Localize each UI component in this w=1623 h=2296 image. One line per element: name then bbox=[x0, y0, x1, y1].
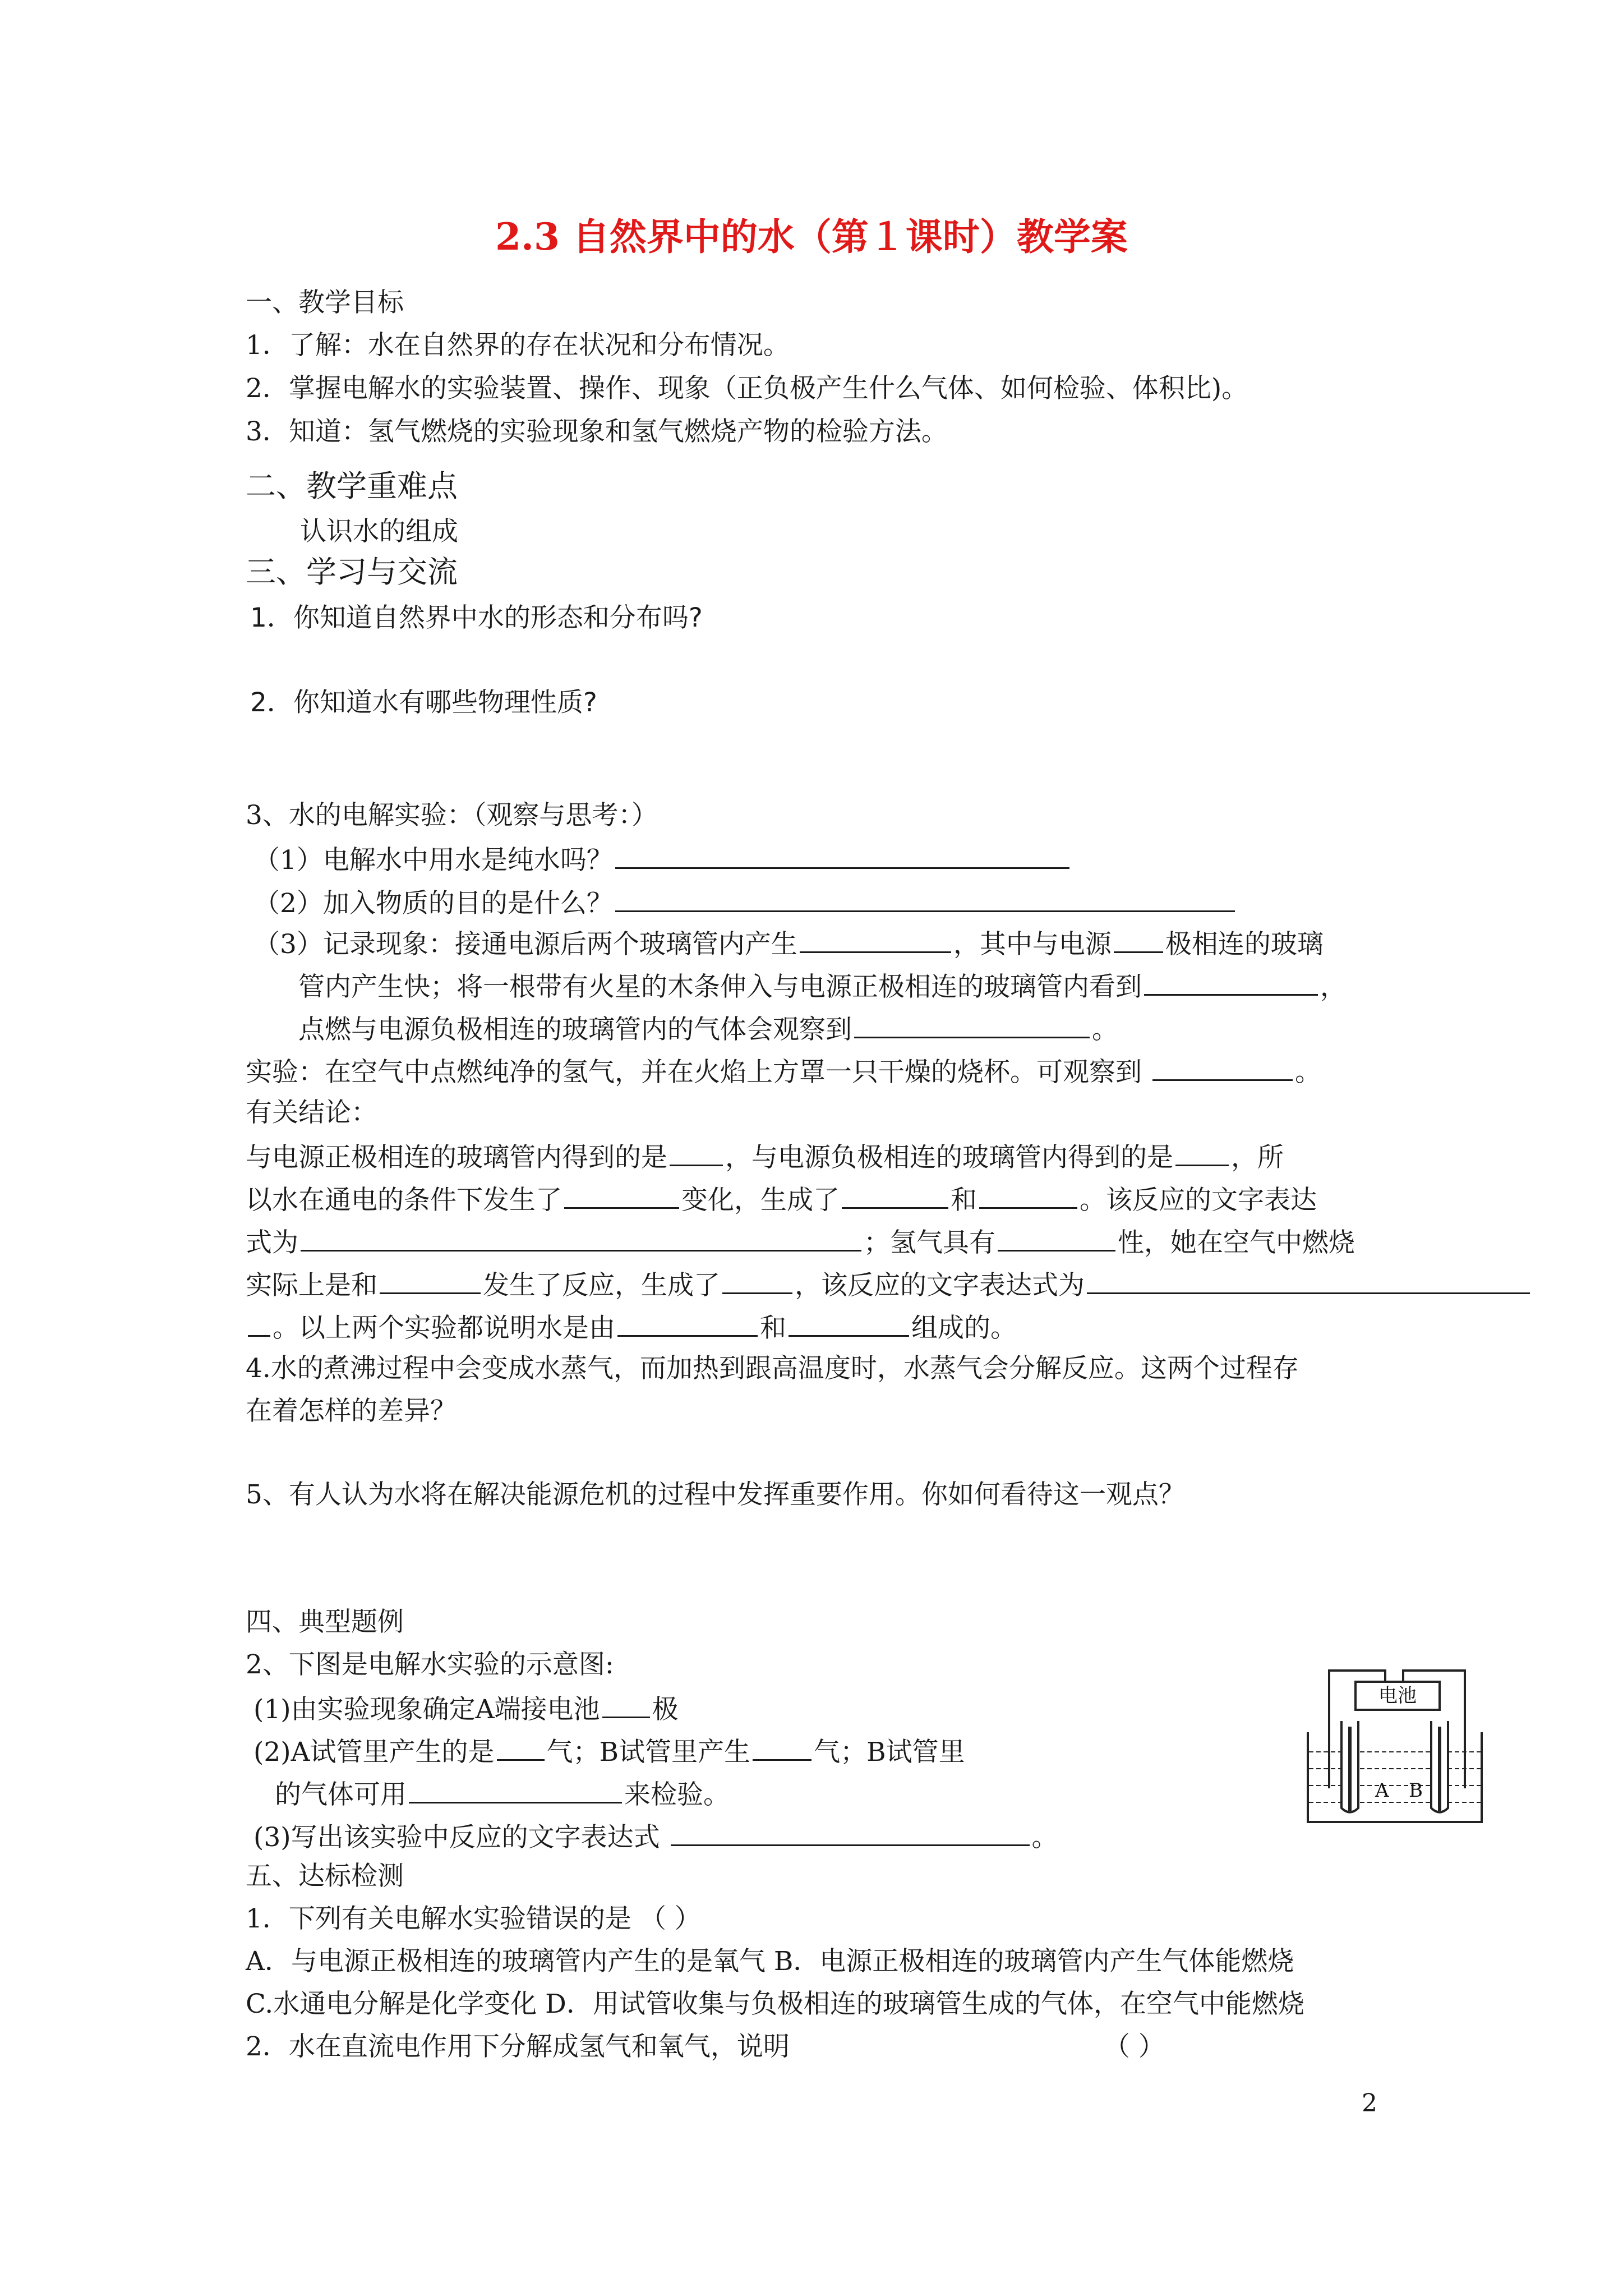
example-intro: 2、下图是电解水实验的示意图: bbox=[246, 1649, 614, 1680]
test-question-1-options-cd: C.水通电分解是化学变化 D．用试管收集与负极相连的玻璃管生成的气体，在空气中能燃烧 bbox=[246, 1989, 1304, 2019]
question-2: 2．你知道水有哪些物理性质? bbox=[250, 687, 597, 718]
answer-blank[interactable] bbox=[602, 1691, 650, 1718]
answer-blank[interactable] bbox=[248, 1309, 270, 1337]
answer-blank[interactable] bbox=[979, 1181, 1077, 1209]
electrode-a-label: A bbox=[1375, 1779, 1389, 1802]
test-question-1-options-ab: A．与电源正极相连的玻璃管内产生的是氧气 B．电源正极相连的玻璃管内产生气体能燃烧 bbox=[246, 1946, 1294, 1977]
test-question-1: 1．下列有关电解水实验错误的是 （ ） bbox=[246, 1903, 701, 1934]
answer-blank[interactable] bbox=[670, 1139, 723, 1166]
answer-blank[interactable] bbox=[1175, 1139, 1229, 1166]
answer-blank[interactable] bbox=[497, 1733, 545, 1761]
answer-blank[interactable] bbox=[789, 1309, 909, 1337]
conclusion-heading: 有关结论： bbox=[246, 1097, 377, 1128]
goal-1: 1．了解：水在自然界的存在状况和分布情况。 bbox=[246, 330, 790, 361]
section-4-heading: 四、典型题例 bbox=[246, 1607, 404, 1637]
page-number: 2 bbox=[1362, 2089, 1377, 2118]
answer-blank[interactable] bbox=[409, 1776, 622, 1803]
question-3-2: （2）加入物质的目的是什么？ bbox=[253, 885, 1237, 921]
key-point: 认识水的组成 bbox=[300, 516, 458, 547]
answer-blank[interactable] bbox=[615, 885, 1235, 912]
answer-blank[interactable] bbox=[1144, 968, 1318, 996]
conclusion-line-2: 以水在通电的条件下发生了 变化，生成了 和 。该反应的文字表达 bbox=[246, 1181, 1317, 1217]
example-part-1: (1)由实验现象确定A端接电池 极 bbox=[253, 1691, 679, 1727]
goal-2: 2．掌握电解水的实验装置、操作、现象（正负极产生什么气体、如何检验、体积比)。 bbox=[246, 373, 1248, 404]
example-part-2: (2)A试管里产生的是 气；B试管里产生 气；B试管里 bbox=[253, 1733, 965, 1769]
conclusion-line-1: 与电源正极相连的玻璃管内得到的是 ，与电源负极相连的玻璃管内得到的是 ，所 bbox=[246, 1139, 1284, 1175]
question-3-3-line-2: 管内产生快；将一根带有火星的木条伸入与电源正极相连的玻璃管内看到 ， bbox=[298, 968, 1347, 1004]
test-question-2: 2．水在直流电作用下分解成氢气和氧气，说明 （ ） bbox=[246, 2031, 1165, 2062]
electrode-b-label: B bbox=[1409, 1779, 1423, 1802]
example-part-3: (3)写出该实验中反应的文字表达式 。 bbox=[253, 1819, 1058, 1855]
question-3-3-line-1: （3）记录现象：接通电源后两个玻璃管内产生 ，其中与电源 极相连的玻璃 bbox=[253, 926, 1324, 961]
conclusion-line-4: 实际上是和 发生了反应，生成了 ，该反应的文字表达式为 bbox=[246, 1267, 1532, 1303]
experiment-line: 实验：在空气中点燃纯净的氢气，并在火焰上方罩一只干燥的烧杯。可观察到 。 bbox=[246, 1053, 1321, 1089]
question-3: 3、水的电解实验：（观察与思考：） bbox=[246, 800, 658, 831]
answer-blank[interactable] bbox=[1114, 926, 1163, 953]
answer-blank[interactable] bbox=[854, 1011, 1090, 1038]
conclusion-line-5: 。以上两个实验都说明水是由 和 组成的。 bbox=[246, 1309, 1017, 1345]
question-3-1: （1）电解水中用水是纯水吗？ bbox=[253, 841, 1072, 877]
goal-3: 3．知道：氢气燃烧的实验现象和氢气燃烧产物的检验方法。 bbox=[246, 416, 948, 447]
answer-blank[interactable] bbox=[301, 1224, 861, 1251]
answer-blank[interactable] bbox=[617, 1309, 758, 1337]
section-2-heading: 二、教学重难点 bbox=[246, 468, 458, 504]
question-5: 5、有人认为水将在解决能源危机的过程中发挥重要作用。你如何看待这一观点？ bbox=[246, 1479, 1185, 1510]
question-1: 1．你知道自然界中水的形态和分布吗? bbox=[250, 602, 703, 633]
question-4-line-1: 4.水的煮沸过程中会变成水蒸气，而加热到跟高温度时，水蒸气会分解反应。这两个过程存 bbox=[246, 1353, 1299, 1384]
section-5-heading: 五、达标检测 bbox=[246, 1861, 404, 1892]
answer-blank[interactable] bbox=[615, 841, 1069, 869]
document-title: 2.3 自然界中的水（第１课时）教学案 bbox=[495, 215, 1128, 259]
answer-blank[interactable] bbox=[671, 1819, 1030, 1846]
battery-label: 电池 bbox=[1378, 1685, 1417, 1707]
answer-blank[interactable] bbox=[380, 1267, 481, 1294]
answer-blank[interactable] bbox=[753, 1733, 811, 1761]
section-3-heading: 三、学习与交流 bbox=[246, 554, 458, 590]
question-3-3-line-3: 点燃与电源负极相连的玻璃管内的气体会观察到 。 bbox=[298, 1011, 1118, 1047]
example-part-2-cont: 的气体可用 来检验。 bbox=[275, 1776, 730, 1812]
section-1-heading: 一、教学目标 bbox=[246, 287, 404, 318]
answer-blank[interactable] bbox=[998, 1224, 1115, 1251]
answer-blank[interactable] bbox=[1087, 1267, 1530, 1294]
answer-blank[interactable] bbox=[722, 1267, 792, 1294]
answer-blank[interactable] bbox=[564, 1181, 679, 1209]
conclusion-line-3: 式为 ；氢气具有 性，她在空气中燃烧 bbox=[246, 1224, 1355, 1260]
answer-blank[interactable] bbox=[1152, 1053, 1293, 1081]
answer-blank[interactable] bbox=[800, 926, 951, 953]
answer-blank[interactable] bbox=[842, 1181, 948, 1209]
question-4-line-2: 在着怎样的差异？ bbox=[246, 1396, 457, 1427]
electrolysis-diagram bbox=[1302, 1659, 1487, 1828]
